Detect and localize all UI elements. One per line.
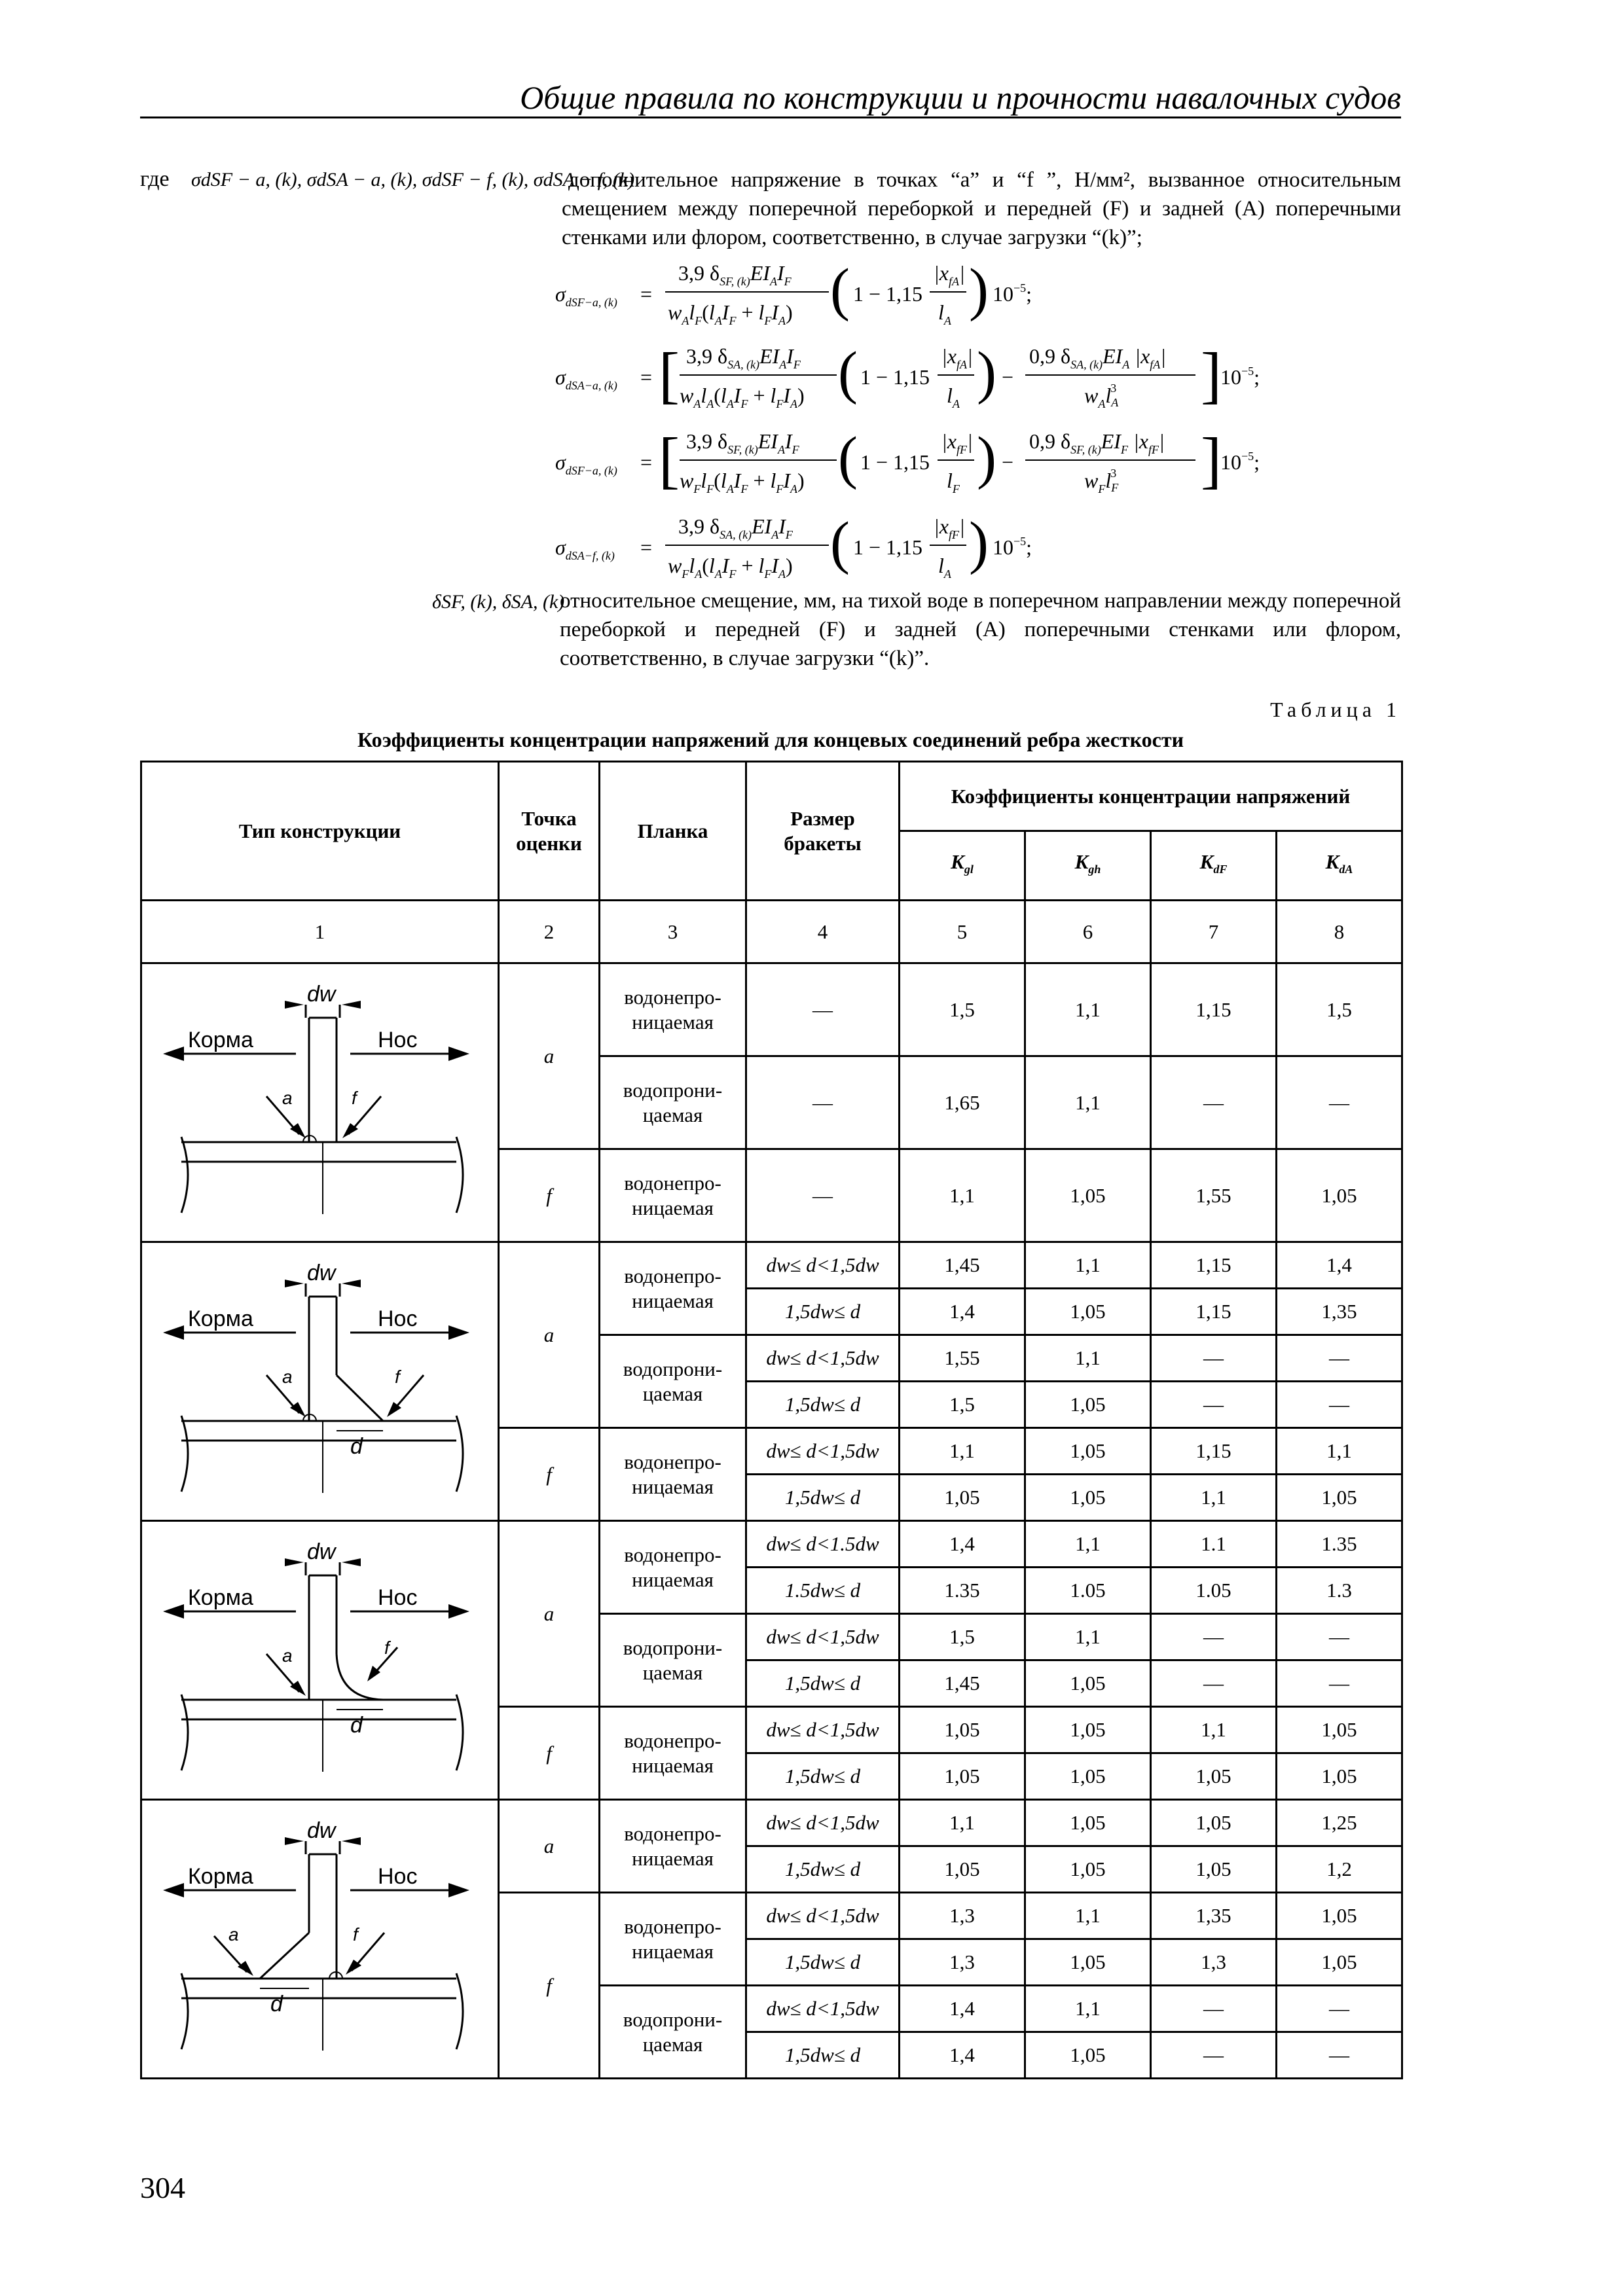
kgl-value: 1,5 [900, 963, 1025, 1056]
svg-text:1 − 1,15: 1 − 1,15 [860, 365, 930, 389]
kdf-value: 1.05 [1151, 1568, 1277, 1614]
header-bracket: Размер бракеты [746, 762, 900, 901]
kgh-value: 1,1 [1025, 1521, 1151, 1568]
svg-text:10−5;: $10^{-5}$; [1220, 450, 1260, 474]
kgh-value: 1,1 [1025, 1335, 1151, 1382]
bracket-size: dw≤ d<1,5dw [746, 1707, 900, 1753]
kda-value: 1,05 [1277, 1149, 1402, 1242]
bracket-size: dw≤ d<1,5dw [746, 1335, 900, 1382]
header-plank: Планка [600, 762, 746, 901]
plain-connection-diagram [142, 965, 496, 1240]
svg-text:wAlA3: $w_AlA3$ [1084, 382, 1119, 410]
header-kgh: $K_{gh}$ [1025, 831, 1151, 901]
kgl-value: 1,3 [900, 1893, 1025, 1939]
plank-watertight: водонепро-ницаемая [600, 1428, 746, 1521]
svg-text:lA: $l_A$ [947, 384, 960, 410]
svg-text:(: ( [830, 511, 850, 575]
plank-permeable: водопрони-цаемая [600, 1335, 746, 1428]
col-number: 1 [141, 901, 499, 963]
bracket-size: — [746, 1149, 900, 1242]
point-a-label: a [282, 1087, 293, 1108]
svg-text:10−5;: $10^{-5}$; [1220, 365, 1260, 389]
bracket-size: 1,5dw≤ d [746, 1475, 900, 1521]
svg-text:10−5;: $10^{-5}$; [993, 535, 1032, 559]
bracket-size: dw≤ d<1,5dw [746, 1242, 900, 1289]
kda-value: — [1277, 2032, 1402, 2079]
column-number-row [141, 901, 1402, 963]
svg-text:lA: $l_A$ [938, 554, 951, 581]
svg-text:σdSF−a, (k): $\sigma_{dSF-a, (k)}$ [555, 450, 617, 477]
kdf-value: — [1151, 2032, 1277, 2079]
svg-text:): ) [969, 257, 989, 322]
svg-text:σdSA−f, (k): $\sigma_{dSA-f, (k)}$ [555, 535, 615, 562]
stern-label: Корма [188, 1585, 253, 1610]
formula-sigma-dsa-f [555, 507, 1341, 586]
diagram-plain-connection [141, 963, 499, 1242]
point-a-label: a [282, 1366, 293, 1387]
svg-text:lA: $l_A$ [938, 300, 951, 327]
kgl-value: 1,4 [900, 1986, 1025, 2032]
kda-value: 1,1 [1277, 1428, 1402, 1475]
formula-sigma-dsa-a [555, 337, 1341, 416]
col-number: 6 [1025, 901, 1151, 963]
running-header [140, 73, 1401, 118]
d-label: d [350, 1433, 363, 1459]
page-number: 304 [140, 2171, 185, 2204]
stern-label: Корма [188, 1027, 253, 1052]
kgl-value: 1,55 [900, 1335, 1025, 1382]
bow-label: Нос [378, 1585, 418, 1610]
kgh-value: 1,05 [1025, 1707, 1151, 1753]
svg-text:σdSF−a, (k): $\sigma_{dSF-a, (k)}$ [555, 282, 617, 309]
dw-label: dw [307, 1539, 336, 1564]
kda-value: — [1277, 1614, 1402, 1660]
svg-text:wFlA(lAIF + lFIA): $w_Fl_A(l_AI_F + l_FI_A)$ [668, 554, 793, 581]
kda-value: 1,4 [1277, 1242, 1402, 1289]
kda-value: — [1277, 1382, 1402, 1428]
kgl-value: 1,4 [900, 2032, 1025, 2079]
svg-text:1 − 1,15: 1 − 1,15 [860, 450, 930, 474]
diagram-straight-bracket [141, 1242, 499, 1521]
kda-value: — [1277, 1986, 1402, 2032]
table-row [141, 1521, 1402, 1568]
svg-text:wAlA(lAIF + lFIA): $w_Al_A(l_AI_F + l_FI_A)$ [680, 384, 805, 410]
kda-value: 1,35 [1277, 1289, 1402, 1335]
plank-watertight: водонепро-ницаемая [600, 1800, 746, 1893]
svg-text:=: = [640, 535, 653, 559]
stern-label: Корма [188, 1306, 253, 1331]
svg-text:wFlF3: $w_FlF3$ [1084, 467, 1119, 495]
kgl-value: 1,5 [900, 1382, 1025, 1428]
svg-text:(: ( [830, 257, 850, 322]
kgl-value: 1,05 [900, 1753, 1025, 1800]
kdf-value: — [1151, 1986, 1277, 2032]
bracket-size: 1,5dw≤ d [746, 1846, 900, 1893]
svg-text:3,9 δSA, (k)EIAIF: 3,9 $\delta_{SA, (k)}EI_AI_F$ [678, 514, 793, 541]
kgh-value: 1,05 [1025, 1753, 1151, 1800]
bracket-size: 1.5dw≤ d [746, 1568, 900, 1614]
kgh-value: 1,05 [1025, 2032, 1151, 2079]
svg-text:[: [ [659, 425, 680, 495]
kgh-value: 1,05 [1025, 1382, 1151, 1428]
diagram-rear-bracket [141, 1800, 499, 2079]
kgh-value: 1,1 [1025, 963, 1151, 1056]
plank-permeable: водопрони-цаемая [600, 1986, 746, 2079]
dw-label: dw [307, 981, 336, 1007]
kgh-value: 1,1 [1025, 1986, 1151, 2032]
bracket-size: 1,5dw≤ d [746, 1939, 900, 1986]
point-a-label: a [282, 1645, 293, 1666]
table-row [141, 1800, 1402, 1846]
svg-text:−: − [1002, 450, 1014, 474]
svg-text:[: [ [659, 340, 680, 410]
point-f: f [499, 1893, 600, 2079]
kdf-value: 1,15 [1151, 1428, 1277, 1475]
bracket-size: dw≤ d<1,5dw [746, 1893, 900, 1939]
col-number: 4 [746, 901, 900, 963]
bracket-size: 1,5dw≤ d [746, 1289, 900, 1335]
kgl-value: 1,3 [900, 1939, 1025, 1986]
kgl-value: 1,1 [900, 1149, 1025, 1242]
plank-watertight: водонепро-ницаемая [600, 1242, 746, 1335]
point-f-label: f [395, 1366, 400, 1387]
bracket-size: 1,5dw≤ d [746, 1660, 900, 1707]
kgh-value: 1,05 [1025, 1149, 1151, 1242]
bracket-size: dw≤ d<1,5dw [746, 1800, 900, 1846]
header-type: Тип конструкции [141, 762, 499, 901]
kda-value: 1,2 [1277, 1846, 1402, 1893]
table-row [141, 963, 1402, 1056]
svg-text:(: ( [838, 340, 858, 405]
header-kgl: $K_{gl}$ [900, 831, 1025, 901]
svg-text:|xfF|: $|x_{fF}|$ [941, 429, 973, 456]
point-f: f [499, 1149, 600, 1242]
table-number: Таблица 1 [1270, 698, 1401, 721]
diagram-curved-bracket [141, 1521, 499, 1800]
kda-value: — [1277, 1335, 1402, 1382]
point-a: a [499, 963, 600, 1149]
rear-bracket-diagram [142, 1802, 496, 2077]
kda-value: — [1277, 1660, 1402, 1707]
delta-symbols: δSF, (k), δSA, (k) [432, 591, 565, 613]
kdf-value: 1,05 [1151, 1753, 1277, 1800]
plank-watertight: водонепро-ницаемая [600, 1521, 746, 1614]
kdf-value: 1,55 [1151, 1149, 1277, 1242]
kgh-value: 1,05 [1025, 1800, 1151, 1846]
bracket-size: 1,5dw≤ d [746, 1753, 900, 1800]
kdf-value: 1,05 [1151, 1800, 1277, 1846]
running-header-title: Общие правила по конструкции и прочности навалочных судов [520, 79, 1401, 116]
kda-value: 1.3 [1277, 1568, 1402, 1614]
kdf-value: 1,1 [1151, 1707, 1277, 1753]
kdf-value: — [1151, 1335, 1277, 1382]
kgl-value: 1,65 [900, 1056, 1025, 1149]
col-number: 2 [499, 901, 600, 963]
kdf-value: 1,05 [1151, 1846, 1277, 1893]
point-f: f [499, 1428, 600, 1521]
plank-watertight: водонепро-ницаемая [600, 963, 746, 1056]
kgl-value: 1,05 [900, 1846, 1025, 1893]
kdf-value: 1,1 [1151, 1475, 1277, 1521]
kgh-value: 1,1 [1025, 1893, 1151, 1939]
kdf-value: 1,15 [1151, 1289, 1277, 1335]
d-label: d [270, 1991, 283, 2017]
point-f-label: f [384, 1637, 390, 1658]
kgh-value: 1,05 [1025, 1660, 1151, 1707]
kgl-value: 1,05 [900, 1707, 1025, 1753]
col-number: 7 [1151, 901, 1277, 963]
header-kdf: $K_{dF}$ [1151, 831, 1277, 901]
svg-text:10−5;: $10^{-5}$; [993, 281, 1032, 306]
kgh-value: 1,1 [1025, 1614, 1151, 1660]
stress-coefficient-table [140, 761, 1403, 2079]
bracket-size: dw≤ d<1,5dw [746, 1428, 900, 1475]
point-f-label: f [353, 1924, 358, 1945]
kdf-value: — [1151, 1056, 1277, 1149]
kgh-value: 1,1 [1025, 1242, 1151, 1289]
kgl-value: 1,45 [900, 1660, 1025, 1707]
svg-text:(: ( [838, 425, 858, 490]
kdf-value: — [1151, 1614, 1277, 1660]
svg-text:wAlF(lAIF + lFIA): $w_Al_F(l_AI_F + l_FI_A)$ [668, 300, 793, 327]
bracket-size: dw≤ d<1,5dw [746, 1614, 900, 1660]
bow-label: Нос [378, 1027, 418, 1052]
point-a: a [499, 1242, 600, 1428]
table-caption: Коэффициенты концентрации напряжений для концевых соединений ребра жесткости [357, 728, 1184, 751]
svg-text:3,9 δSF, (k)EIAIF: 3,9 $\delta_{SF, (k)}EI_AI_F$ [678, 261, 792, 288]
kda-value: 1,05 [1277, 1475, 1402, 1521]
kdf-value: 1,15 [1151, 1242, 1277, 1289]
header-point: Точка оценки [499, 762, 600, 901]
svg-text:1 − 1,15: 1 − 1,15 [853, 282, 923, 306]
kda-value: 1,05 [1277, 1753, 1402, 1800]
kda-value: 1.35 [1277, 1521, 1402, 1568]
table-row [141, 1242, 1402, 1289]
svg-text:σdSA−a, (k): $\sigma_{dSA-a, (k)}$ [555, 365, 617, 392]
bracket-size: — [746, 1056, 900, 1149]
formula-sigma-dsf-f [555, 422, 1341, 501]
svg-text:]: ] [1201, 340, 1222, 410]
point-f: f [499, 1707, 600, 1800]
kda-value: 1,05 [1277, 1707, 1402, 1753]
bracket-size: dw≤ d<1.5dw [746, 1521, 900, 1568]
point-a: a [499, 1521, 600, 1707]
svg-text:0,9 δSA, (k)EIA |xfA|: 0,9 $\delta_{SA, (k)}EI_A$ $|x_{fA}|$ [1029, 344, 1167, 371]
header-coefficients: Коэффициенты концентрации напряжений [900, 762, 1402, 831]
col-number: 8 [1277, 901, 1402, 963]
kdf-value: 1,3 [1151, 1939, 1277, 1986]
svg-text:3,9 δSA, (k)EIAIF: 3,9 $\delta_{SA, (k)}EI_AI_F$ [686, 344, 801, 371]
d-label: d [350, 1712, 363, 1738]
plank-permeable: водопрони-цаемая [600, 1056, 746, 1149]
kda-value: — [1277, 1056, 1402, 1149]
svg-text:|xfA|: $|x_{fA}|$ [941, 344, 973, 371]
svg-text:=: = [640, 365, 653, 389]
svg-text:=: = [640, 450, 653, 474]
svg-text:]: ] [1201, 425, 1222, 495]
plank-watertight: водонепро-ницаемая [600, 1893, 746, 1986]
kgl-value: 1.35 [900, 1568, 1025, 1614]
kgl-value: 1,45 [900, 1242, 1025, 1289]
svg-text:wFlF(lAIF + lFIA): $w_Fl_F(l_AI_F + l_FI_A)$ [680, 469, 805, 495]
svg-text:|xfF|: $|x_{fF}|$ [934, 514, 965, 541]
where-label: где [140, 167, 170, 191]
point-f-label: f [352, 1087, 357, 1108]
col-number: 3 [600, 901, 746, 963]
kgl-value: 1,5 [900, 1614, 1025, 1660]
kgl-value: 1,4 [900, 1289, 1025, 1335]
bracket-size: 1,5dw≤ d [746, 2032, 900, 2079]
delta-description: относительное смещение, мм, на тихой воде в поперечном направлении между поперечной переборкой и передней (F) и задней (A) поперечными стенками или флором, соответственно, в случае загрузки “(k)”. [560, 589, 1401, 670]
kgl-value: 1,05 [900, 1475, 1025, 1521]
svg-text:): ) [969, 511, 989, 575]
kdf-value: 1.1 [1151, 1521, 1277, 1568]
kgl-value: 1,4 [900, 1521, 1025, 1568]
kdf-value: — [1151, 1660, 1277, 1707]
svg-text:): ) [977, 425, 996, 490]
kdf-value: — [1151, 1382, 1277, 1428]
header-kda: $K_{dA}$ [1277, 831, 1402, 901]
kda-value: 1,05 [1277, 1939, 1402, 1986]
bow-label: Нос [378, 1863, 418, 1889]
point-a-label: a [228, 1924, 239, 1945]
kgh-value: 1,05 [1025, 1289, 1151, 1335]
formula-sigma-dsf-a [555, 254, 1341, 332]
dw-label: dw [307, 1260, 336, 1285]
svg-text:−: − [1002, 365, 1014, 389]
svg-text:|xfA|: $|x_{fA}|$ [934, 261, 965, 288]
kgh-value: 1,1 [1025, 1056, 1151, 1149]
point-a: a [499, 1800, 600, 1893]
kdf-value: 1,35 [1151, 1893, 1277, 1939]
straight-bracket-diagram [142, 1244, 496, 1519]
curved-bracket-diagram [142, 1523, 496, 1798]
plank-watertight: водонепро-ницаемая [600, 1149, 746, 1242]
plank-permeable: водопрони-цаемая [600, 1614, 746, 1707]
kgh-value: 1,05 [1025, 1846, 1151, 1893]
kda-value: 1,25 [1277, 1800, 1402, 1846]
sigma-description: дополнительное напряжение в точках “a” и “f ”, Н/мм², вызванное относительным смещением между поперечной переборкой и передней (F) и задней (A) поперечными стенками или флором, соответственно, в случае загрузки “(k)”; [562, 168, 1401, 249]
kgh-value: 1,05 [1025, 1475, 1151, 1521]
kgh-value: 1,05 [1025, 1939, 1151, 1986]
svg-text:1 − 1,15: 1 − 1,15 [853, 535, 923, 559]
bracket-size: 1,5dw≤ d [746, 1382, 900, 1428]
kdf-value: 1,15 [1151, 963, 1277, 1056]
plank-watertight: водонепро-ницаемая [600, 1707, 746, 1800]
kgl-value: 1,1 [900, 1800, 1025, 1846]
col-number: 5 [900, 901, 1025, 963]
bracket-size: dw≤ d<1,5dw [746, 1986, 900, 2032]
dw-label: dw [307, 1818, 336, 1843]
kgl-value: 1,1 [900, 1428, 1025, 1475]
kda-value: 1,5 [1277, 963, 1402, 1056]
bracket-size: — [746, 963, 900, 1056]
svg-text:): ) [977, 340, 996, 405]
kda-value: 1,05 [1277, 1893, 1402, 1939]
kgh-value: 1,05 [1025, 1428, 1151, 1475]
sigma-symbols: σdSF − a, (k), σdSA − a, (k), σdSF − f, (k), σdSA − f, (k) [191, 169, 635, 190]
svg-text:0,9 δSF, (k)EIF |xfF|: 0,9 $\delta_{SF, (k)}EI_F$ $|x_{fF}|$ [1029, 429, 1165, 456]
stern-label: Корма [188, 1863, 253, 1889]
svg-text:3,9 δSF, (k)EIAIF: 3,9 $\delta_{SF, (k)}EI_AI_F$ [686, 429, 799, 456]
svg-text:lF: $l_F$ [947, 469, 960, 495]
kgh-value: 1.05 [1025, 1568, 1151, 1614]
svg-text:=: = [640, 282, 653, 306]
bow-label: Нос [378, 1306, 418, 1331]
